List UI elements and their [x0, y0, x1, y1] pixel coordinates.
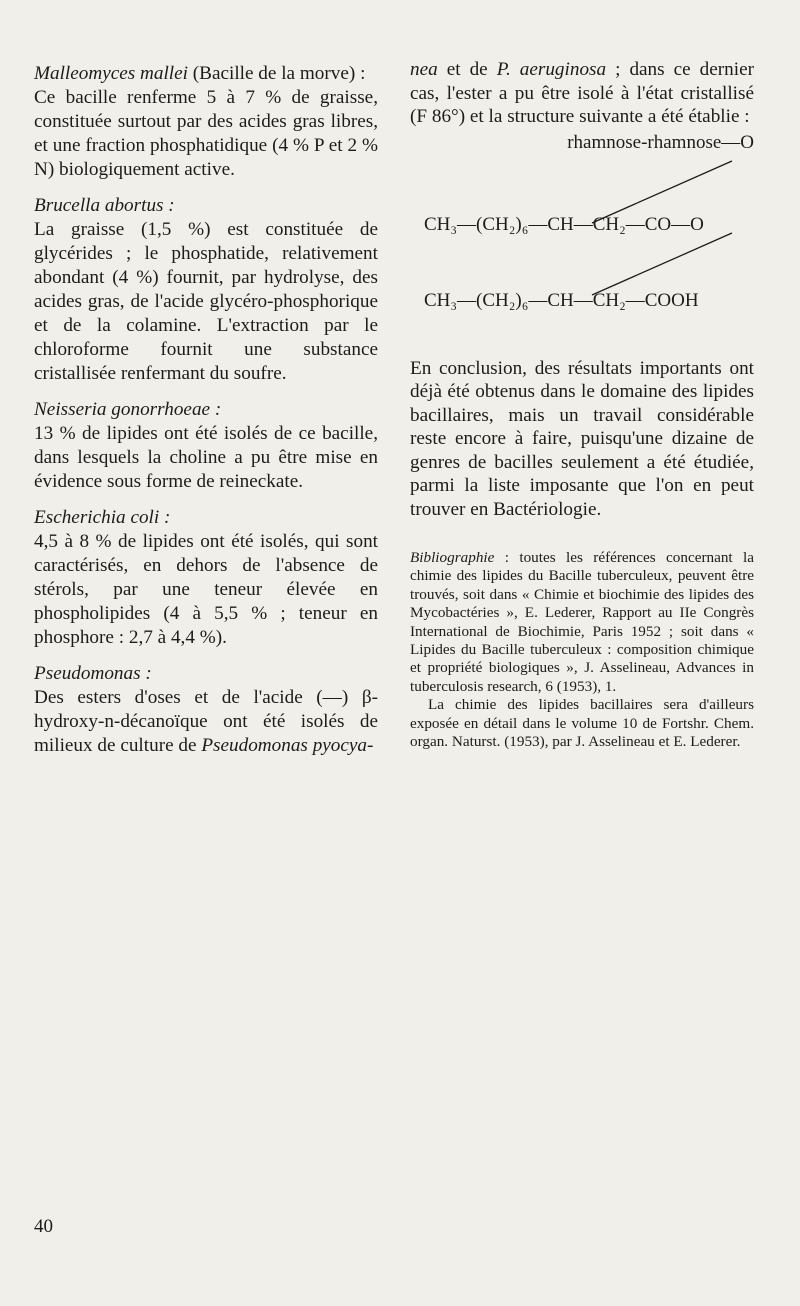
- species-aeruginosa: P. aeruginosa: [496, 59, 607, 80]
- bibliography-paragraph-1: [410, 549, 754, 696]
- bibliography-label: Bibliographie: [410, 549, 495, 566]
- paragraph-neisseria: 13 % de lipides ont été isolés de ce bacille, dans lesquels la choline a pu être mise en évidence sous forme de reineckate.: [34, 423, 378, 492]
- heading-neisseria: Neisseria gonorrhoeae :: [34, 399, 222, 420]
- section-malleomyces: [34, 62, 378, 86]
- bibliography-paragraph-2: La chimie des lipides bacillaires sera d'ailleurs exposée en détail dans le volume 10 de Fortshr. Chem. organ. Naturst. (1953), par J. Asselineau et E. Lederer.: [410, 696, 754, 751]
- paragraph-pseudomonas: [34, 686, 378, 758]
- paragraph-malleomyces: Ce bacille renferme 5 à 7 % de graisse, constituée surtout par des acides gras libres, et une fraction phosphatidique (4 % P et 2 % N) biologiquement active.: [34, 87, 378, 180]
- formula-bonds: [410, 129, 754, 349]
- right-column: [410, 58, 754, 751]
- formula-rhamnose: rhamnose-rhamnose—O: [567, 131, 754, 153]
- heading-malleomyces-suffix: (Bacille de la morve) :: [187, 63, 366, 84]
- heading-escherichia: Escherichia coli :: [34, 507, 171, 528]
- chemical-formula: [410, 129, 754, 349]
- species-fragment: nea: [410, 59, 438, 80]
- page-number: 40: [34, 1216, 53, 1237]
- paragraph-escherichia: 4,5 à 8 % de lipides ont été isolés, qui sont caractérisés, en dehors de l'absence de stérols, par une teneur élevée en phospholipides (4 à 5,5 % ; teneur en phosphore : 2,7 à 4,4 %).: [34, 531, 378, 648]
- paragraph-aeruginosa: [410, 58, 754, 129]
- text-fragment-1: et de: [437, 59, 497, 80]
- paragraph-conclusion: En conclusion, des résultats importants ont déjà été obtenus dans le domaine des lipides bacillaires, mais un travail considérable reste encore à faire, puisqu'une dizaine de genres de bacilles seulement a été étudiée, parmi la liste imposante que l'on en peut trouver en Bactériologie.: [410, 357, 754, 520]
- heading-brucella: Brucella abortus :: [34, 195, 175, 216]
- paragraph-pseudomonas-species: Pseudomonas pyocya-: [201, 735, 374, 756]
- formula-line-2: CH₃—(CH₂)₆—CH—CH₂—COOH: [424, 289, 699, 311]
- formula-line-1: CH₃—(CH₂)₆—CH—CH₂—CO—O: [424, 213, 704, 235]
- heading-malleomyces: Malleomyces mallei: [34, 63, 188, 84]
- text-fragment-2: ; dans ce dernier cas, l'ester a pu être isolé à l'état cristallisé (F 86°) et la structure suivante a été établie :: [410, 59, 754, 127]
- paragraph-brucella: La graisse (1,5 %) est constituée de glycérides ; le phosphatide, relativement abondant (4 %) fournit, par hydrolyse, des acides gras, de l'acide glycéro-phosphorique et de la colamine. L'extraction par le chloroforme fournit une substance cristallisée renfermant du soufre.: [34, 219, 378, 384]
- paragraph-pseudomonas-text: Des esters d'oses et de l'acide (—) β-hydroxy-n-décanoïque ont été isolés de milieux de culture de: [34, 687, 378, 756]
- bibliography: [410, 549, 754, 751]
- bond-line-bottom: [592, 233, 732, 295]
- left-column: [34, 62, 378, 758]
- heading-pseudomonas: Pseudomonas :: [34, 663, 152, 684]
- bibliography-text: : toutes les références concernant la chimie des lipides du Bacille tuberculeux, peuvent être trouvés, soit dans « Chimie et biochimie des lipides des Mycobactéries », E. Lederer, Rapport au IIe Congrès International de Biochimie, Paris 1952 ; soit dans « Lipides du Bacille tuberculeux : composition chimique et propriété biologiques », J. Asselineau, Advances in tuberculosis research, 6 (1953), 1.: [410, 549, 754, 695]
